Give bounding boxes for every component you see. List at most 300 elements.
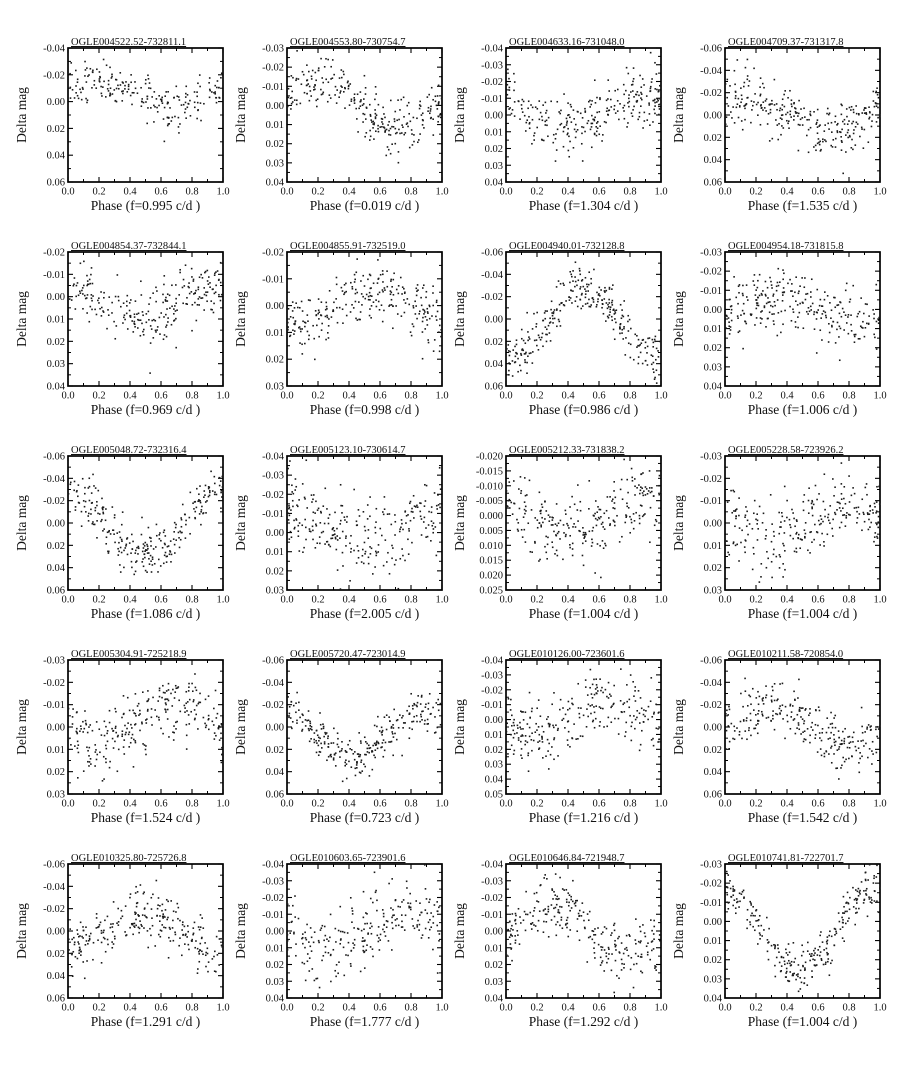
data-point (401, 523, 403, 525)
data-point (768, 113, 770, 115)
data-point (392, 305, 394, 307)
data-point (585, 534, 587, 536)
data-point (740, 314, 742, 316)
plot-frame (506, 252, 661, 386)
data-point (596, 525, 598, 527)
data-point (190, 711, 192, 713)
data-point (107, 730, 109, 732)
data-point (346, 778, 348, 780)
data-point (364, 75, 366, 77)
data-point (767, 297, 769, 299)
data-point (387, 552, 389, 554)
data-point (107, 551, 109, 553)
data-point (94, 765, 96, 767)
data-point (399, 531, 401, 533)
data-point (507, 344, 509, 346)
data-point (854, 336, 856, 338)
data-point (413, 517, 415, 519)
data-point (842, 173, 844, 175)
data-point (517, 522, 519, 524)
data-point (651, 363, 653, 365)
data-point (137, 327, 139, 329)
data-point (89, 747, 91, 749)
data-point (194, 107, 196, 109)
data-point (124, 314, 126, 316)
data-point (165, 702, 167, 704)
data-point (827, 123, 829, 125)
data-point (426, 308, 428, 310)
data-point (113, 747, 115, 749)
data-point (122, 734, 124, 736)
data-point (127, 554, 129, 556)
data-point (116, 325, 118, 327)
data-point (780, 108, 782, 110)
data-point (533, 135, 535, 137)
data-point (358, 550, 360, 552)
data-point (835, 138, 837, 140)
y-tick-label: 0.06 (703, 177, 722, 189)
data-point (531, 711, 533, 713)
data-point (545, 310, 547, 312)
data-point (167, 293, 169, 295)
data-point (123, 317, 125, 319)
data-point (83, 261, 85, 263)
data-point (569, 116, 571, 118)
data-point (368, 752, 370, 754)
data-point (322, 92, 324, 94)
data-point (402, 715, 404, 717)
data-point (642, 363, 644, 365)
data-point (409, 712, 411, 714)
data-point (590, 304, 592, 306)
data-point (364, 766, 366, 768)
data-point (155, 331, 157, 333)
data-points (725, 59, 881, 175)
y-tick-label: 0.01 (703, 540, 722, 552)
x-tick-label: 0.4 (123, 390, 137, 402)
data-point (105, 96, 107, 98)
data-point (441, 336, 443, 338)
data-point (770, 305, 772, 307)
data-point (538, 334, 540, 336)
data-point (878, 516, 880, 518)
data-point (107, 309, 109, 311)
data-point (795, 548, 797, 550)
data-point (429, 306, 431, 308)
data-point (607, 79, 609, 81)
data-point (649, 487, 651, 489)
y-tick-label: 0.005 (479, 525, 503, 537)
data-point (406, 515, 408, 517)
data-point (99, 71, 101, 73)
data-point (428, 524, 430, 526)
data-point (149, 563, 151, 565)
data-point (572, 555, 574, 557)
data-point (520, 353, 522, 355)
x-tick-label: 0.0 (718, 594, 732, 606)
data-point (654, 102, 656, 104)
data-point (374, 109, 376, 111)
y-axis-ticks (262, 452, 442, 597)
data-point (90, 763, 92, 765)
data-point (351, 286, 353, 288)
data-point (654, 62, 656, 64)
data-point (355, 301, 357, 303)
data-point (648, 102, 650, 104)
data-point (555, 160, 557, 162)
data-point (302, 729, 304, 731)
data-point (430, 118, 432, 120)
data-point (337, 569, 339, 571)
data-point (383, 514, 385, 516)
data-point (529, 736, 531, 738)
data-point (422, 112, 424, 114)
data-point (578, 707, 580, 709)
data-point (765, 538, 767, 540)
data-point (610, 721, 612, 723)
data-point (421, 719, 423, 721)
data-point (89, 724, 91, 726)
data-point (135, 550, 137, 552)
data-point (402, 529, 404, 531)
data-point (539, 491, 541, 493)
data-point (633, 513, 635, 515)
data-point (868, 519, 870, 521)
data-point (311, 78, 313, 80)
data-point (422, 358, 424, 360)
data-point (845, 525, 847, 527)
data-point (757, 102, 759, 104)
y-tick-label: -0.02 (43, 677, 65, 689)
data-point (153, 319, 155, 321)
data-point (608, 717, 610, 719)
data-point (325, 316, 327, 318)
data-point (294, 307, 296, 309)
data-point (398, 285, 400, 287)
data-point (167, 546, 169, 548)
data-point (552, 725, 554, 727)
data-point (432, 532, 434, 534)
data-point (68, 493, 70, 495)
data-point (624, 711, 626, 713)
data-point (143, 547, 145, 549)
data-point (823, 541, 825, 543)
data-point (745, 506, 747, 508)
data-point (150, 541, 152, 543)
data-point (856, 511, 858, 513)
data-point (639, 116, 641, 118)
data-point (776, 290, 778, 292)
data-point (540, 526, 542, 528)
data-point (221, 72, 223, 74)
data-point (866, 303, 868, 305)
data-point (574, 129, 576, 131)
data-point (781, 512, 783, 514)
light-curve-panel-11 (453, 443, 672, 647)
data-point (173, 739, 175, 741)
x-axis-ticks (280, 660, 448, 810)
data-point (614, 502, 616, 504)
data-point (117, 274, 119, 276)
data-point (813, 539, 815, 541)
y-axis-ticks (262, 656, 442, 801)
data-point (595, 705, 597, 707)
data-point (570, 518, 572, 520)
data-point (163, 338, 165, 340)
data-point (571, 302, 573, 304)
x-tick-label: 0.0 (499, 186, 513, 198)
data-point (583, 537, 585, 539)
data-point (328, 318, 330, 320)
data-point (363, 511, 365, 513)
data-point (577, 129, 579, 131)
data-point (565, 510, 567, 512)
data-point (634, 520, 636, 522)
data-point (509, 355, 511, 357)
data-point (322, 82, 324, 84)
data-point (137, 92, 139, 94)
x-axis-ticks (61, 252, 229, 402)
data-point (658, 104, 660, 106)
x-tick-label: 0.4 (780, 594, 794, 606)
data-point (781, 311, 783, 313)
data-point (203, 512, 205, 514)
data-point (120, 84, 122, 86)
data-point (146, 544, 148, 546)
data-point (320, 522, 322, 524)
data-point (109, 761, 111, 763)
data-point (124, 725, 126, 727)
data-point (174, 116, 176, 118)
data-point (541, 737, 543, 739)
data-point (562, 283, 564, 285)
data-point (372, 123, 374, 125)
data-point (588, 704, 590, 706)
data-point (427, 110, 429, 112)
data-point (192, 304, 194, 306)
data-point (765, 100, 767, 102)
data-point (340, 484, 342, 486)
data-point (290, 717, 292, 719)
data-point (427, 708, 429, 710)
data-point (366, 743, 368, 745)
data-point (516, 732, 518, 734)
data-point (170, 561, 172, 563)
data-point (414, 300, 416, 302)
data-point (734, 84, 736, 86)
data-point (774, 104, 776, 106)
x-tick-label: 1.0 (435, 186, 449, 198)
data-point (509, 107, 511, 109)
data-point (604, 290, 606, 292)
data-points (287, 459, 442, 589)
data-point (863, 109, 865, 111)
data-point (212, 289, 214, 291)
data-point (215, 97, 217, 99)
data-point (327, 101, 329, 103)
data-point (186, 748, 188, 750)
data-point (196, 96, 198, 98)
data-point (617, 100, 619, 102)
data-point (737, 59, 739, 61)
data-point (188, 103, 190, 105)
data-point (529, 127, 531, 129)
data-point (394, 564, 396, 566)
data-point (362, 121, 364, 123)
data-point (757, 297, 759, 299)
data-point (166, 336, 168, 338)
data-point (585, 290, 587, 292)
x-axis-label: Phase (f=1.524 c/d ) (90, 810, 201, 825)
data-point (851, 106, 853, 108)
data-point (122, 90, 124, 92)
data-point (779, 526, 781, 528)
data-point (769, 277, 771, 279)
data-point (385, 539, 387, 541)
data-point (786, 500, 788, 502)
data-point (589, 100, 591, 102)
data-point (371, 121, 373, 123)
data-point (302, 483, 304, 485)
data-point (796, 520, 798, 522)
data-point (76, 733, 78, 735)
data-point (521, 529, 523, 531)
data-point (621, 317, 623, 319)
data-point (649, 113, 651, 115)
data-point (123, 550, 125, 552)
data-point (771, 523, 773, 525)
data-point (318, 309, 320, 311)
data-point (351, 304, 353, 306)
light-curve-panel-4 (672, 35, 891, 239)
data-point (591, 100, 593, 102)
data-point (193, 699, 195, 701)
y-tick-label: 0.00 (265, 528, 284, 540)
data-point (318, 336, 320, 338)
data-point (322, 723, 324, 725)
x-tick-label: 0.6 (373, 594, 387, 606)
data-point (189, 517, 191, 519)
x-tick-label: 0.8 (842, 186, 856, 198)
data-point (577, 111, 579, 113)
data-point (510, 699, 512, 701)
data-point (778, 123, 780, 125)
data-point (118, 542, 120, 544)
data-point (417, 695, 419, 697)
data-point (299, 307, 301, 309)
data-point (784, 90, 786, 92)
data-point (87, 515, 89, 517)
data-point (841, 149, 843, 151)
data-point (643, 714, 645, 716)
data-point (524, 744, 526, 746)
data-point (799, 124, 801, 126)
data-point (359, 515, 361, 517)
data-point (165, 300, 167, 302)
data-point (409, 727, 411, 729)
data-point (596, 684, 598, 686)
data-point (128, 86, 130, 88)
data-point (169, 307, 171, 309)
data-point (538, 349, 540, 351)
data-point (520, 741, 522, 743)
data-point (137, 553, 139, 555)
data-point (74, 277, 76, 279)
data-point (173, 320, 175, 322)
y-axis-label: Delta mag (15, 87, 29, 143)
data-point (765, 295, 767, 297)
data-point (506, 490, 508, 492)
data-point (426, 485, 428, 487)
data-point (348, 761, 350, 763)
data-point (71, 299, 73, 301)
data-point (631, 468, 633, 470)
data-point (386, 561, 388, 563)
data-point (765, 110, 767, 112)
data-point (583, 532, 585, 534)
data-point (593, 299, 595, 301)
data-point (203, 717, 205, 719)
data-point (827, 533, 829, 535)
data-point (369, 315, 371, 317)
data-point (412, 511, 414, 513)
data-point (615, 112, 617, 114)
data-point (575, 131, 577, 133)
data-point (399, 558, 401, 560)
data-point (653, 712, 655, 714)
data-point (789, 114, 791, 116)
data-point (435, 95, 437, 97)
data-point (580, 735, 582, 737)
data-point (200, 102, 202, 104)
data-point (832, 478, 834, 480)
data-point (413, 721, 415, 723)
data-point (795, 321, 797, 323)
data-point (366, 132, 368, 134)
data-point (113, 533, 115, 535)
y-tick-label: -0.04 (700, 65, 722, 77)
data-point (638, 356, 640, 358)
data-point (609, 694, 611, 696)
data-point (143, 334, 145, 336)
data-point (395, 559, 397, 561)
data-point (508, 370, 510, 372)
data-point (776, 285, 778, 287)
data-point (176, 95, 178, 97)
data-point (378, 131, 380, 133)
data-points (287, 50, 443, 163)
y-tick-label: 0.04 (46, 563, 65, 575)
data-point (76, 490, 78, 492)
data-point (526, 362, 528, 364)
data-point (821, 533, 823, 535)
data-point (767, 123, 769, 125)
data-point (741, 95, 743, 97)
data-point (432, 99, 434, 101)
data-point (171, 284, 173, 286)
data-point (85, 720, 87, 722)
y-tick-label: 0.06 (265, 789, 284, 801)
y-tick-label: -0.02 (262, 247, 284, 259)
data-points (287, 258, 443, 360)
data-point (149, 537, 151, 539)
data-point (421, 114, 423, 116)
data-point (301, 83, 303, 85)
data-point (767, 558, 769, 560)
data-point (295, 320, 297, 322)
x-tick-label: 0.4 (561, 186, 575, 198)
data-point (143, 329, 145, 331)
